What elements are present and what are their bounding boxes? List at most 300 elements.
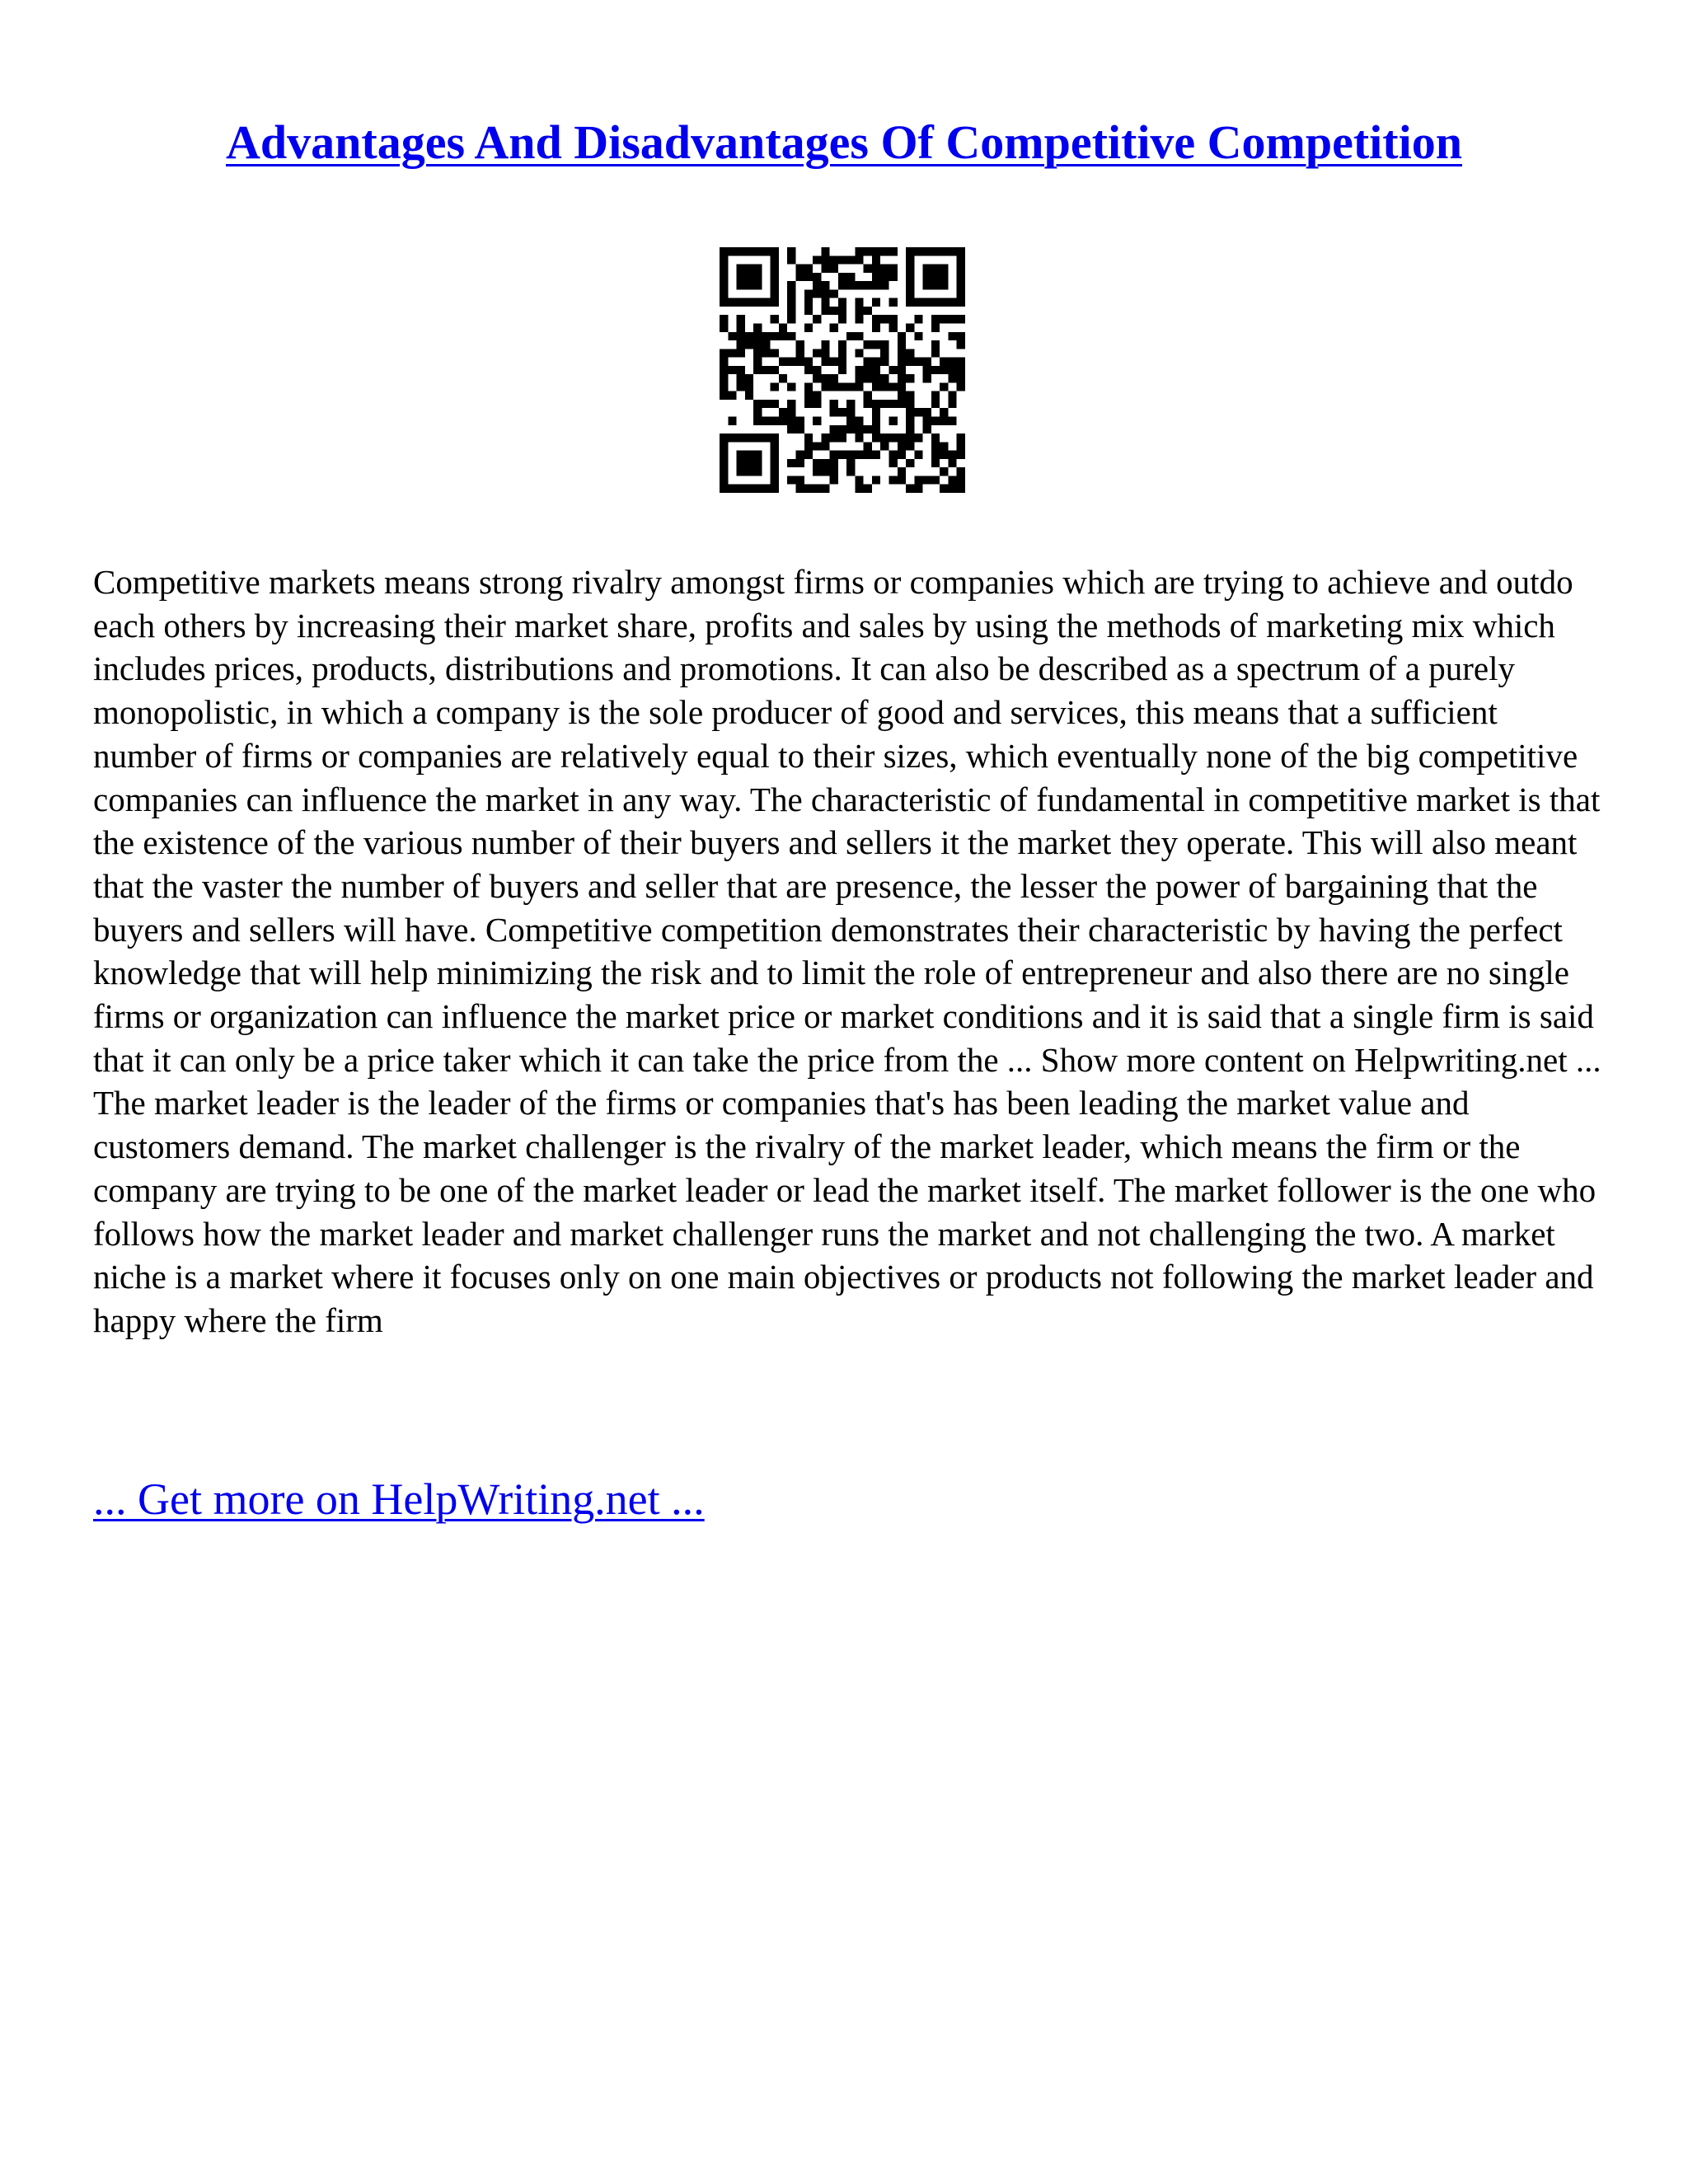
qr-module <box>898 476 906 484</box>
qr-module <box>821 298 829 307</box>
qr-module <box>914 485 922 493</box>
qr-module <box>753 265 762 273</box>
qr-module <box>923 281 931 289</box>
qr-module <box>737 273 745 281</box>
qr-module <box>804 265 813 273</box>
qr-module <box>795 459 804 467</box>
qr-module <box>931 315 940 323</box>
qr-module <box>745 265 753 273</box>
qr-module <box>728 434 736 442</box>
qr-module <box>745 451 753 459</box>
qr-module <box>795 358 804 366</box>
qr-module <box>804 366 813 374</box>
qr-module <box>872 298 880 307</box>
qr-module <box>779 332 787 340</box>
qr-module <box>855 255 863 264</box>
qr-module <box>940 315 948 323</box>
qr-module <box>923 425 931 434</box>
qr-module <box>771 476 779 484</box>
qr-module <box>957 298 965 307</box>
qr-module <box>771 315 779 323</box>
qr-module <box>898 400 906 408</box>
qr-module <box>906 374 914 382</box>
paragraph-1: Competitive markets means strong rivalry amongst firms or companies which are trying to achieve and outdo each others by increasing their market share, profits and sales by using the methods of marketing mix which includes prices, products, distributions and promotions. It can also be described as a spectrum of a purely monopolistic, in which a company is the sole producer of good and services, this means that a sufficient number of firms or companies are relatively equal to their sizes, which eventually none of the big competitive companies can influence the market in any way. The characteristic of fundamental in competitive market is that the existence of the various number of their buyers and sellers it the market they operate. This will also meant that the vaster the number of buyers and seller that are presence, the lesser the power of bargaining that the buyers and sellers will have. Competitive competition demonstrates their characteristic by having the perfect knowledge that will help minimizing the risk and to limit the role of entrepreneur and also there are no single firms or organization can influence the market price or market conditions and it is said that a single firm is said that it can only be a price taker which it can take the price from the ... Show more content on Helpwriting.net ... <box>93 563 1601 1079</box>
qr-module <box>728 485 736 493</box>
qr-module <box>846 273 855 281</box>
qr-module <box>957 485 965 493</box>
qr-module <box>880 247 889 255</box>
qr-module <box>914 298 922 307</box>
qr-module <box>889 451 898 459</box>
qr-module <box>872 247 880 255</box>
qr-module <box>872 451 880 459</box>
qr-module <box>906 323 914 331</box>
qr-module <box>830 425 838 434</box>
get-more-link[interactable]: ... Get more on HelpWriting.net ... <box>93 1474 705 1524</box>
qr-module <box>880 358 889 366</box>
qr-module <box>813 273 821 281</box>
qr-module <box>948 298 956 307</box>
qr-module <box>880 265 889 273</box>
qr-module <box>855 298 863 307</box>
qr-module <box>787 247 795 255</box>
qr-module <box>804 400 813 408</box>
qr-module <box>923 417 931 425</box>
qr-module <box>762 366 770 374</box>
qr-module <box>931 476 940 484</box>
qr-module <box>957 358 965 366</box>
qr-module <box>771 273 779 281</box>
title-container <box>0 114 1688 171</box>
qr-module <box>720 298 728 307</box>
qr-module <box>838 358 846 366</box>
qr-module <box>804 442 813 450</box>
qr-module <box>838 281 846 289</box>
qr-module <box>906 289 914 298</box>
qr-module <box>737 467 745 476</box>
qr-module <box>880 281 889 289</box>
qr-module <box>906 408 914 416</box>
qr-module <box>872 323 880 331</box>
qr-module <box>762 349 770 357</box>
qr-module <box>779 323 787 331</box>
qr-module <box>940 408 948 416</box>
qr-module <box>813 467 821 476</box>
qr-module <box>771 366 779 374</box>
qr-module <box>880 442 889 450</box>
qr-module <box>813 315 821 323</box>
qr-module <box>813 400 821 408</box>
qr-module <box>745 281 753 289</box>
qr-module <box>864 451 872 459</box>
qr-module <box>948 374 956 382</box>
qr-module <box>830 467 838 476</box>
qr-module <box>720 255 728 264</box>
qr-module <box>737 374 745 382</box>
document-title-link[interactable]: Advantages And Disadvantages Of Competitive Competition <box>226 115 1462 169</box>
qr-module <box>830 323 838 331</box>
qr-module <box>813 485 821 493</box>
qr-module <box>923 374 931 382</box>
qr-module <box>898 374 906 382</box>
qr-module <box>923 298 931 307</box>
qr-module <box>745 340 753 349</box>
qr-module <box>753 459 762 467</box>
qr-module <box>745 273 753 281</box>
qr-module <box>838 434 846 442</box>
qr-module <box>813 366 821 374</box>
qr-module <box>813 289 821 298</box>
qr-module <box>753 247 762 255</box>
qr-module <box>931 273 940 281</box>
qr-module <box>923 273 931 281</box>
qr-module <box>753 281 762 289</box>
qr-module <box>737 349 745 357</box>
qr-module <box>762 417 770 425</box>
qr-module <box>940 485 948 493</box>
qr-module <box>753 417 762 425</box>
qr-module <box>753 467 762 476</box>
qr-module <box>898 382 906 391</box>
qr-module <box>838 382 846 391</box>
qr-module <box>872 400 880 408</box>
qr-module <box>898 366 906 374</box>
qr-module <box>771 289 779 298</box>
qr-module <box>804 434 813 442</box>
qr-module <box>906 281 914 289</box>
qr-module <box>906 273 914 281</box>
qr-module <box>795 451 804 459</box>
qr-module <box>787 332 795 340</box>
qr-module <box>931 340 940 349</box>
qr-module <box>771 467 779 476</box>
qr-module <box>923 476 931 484</box>
qr-module <box>948 459 956 467</box>
qr-module <box>720 323 728 331</box>
qr-module <box>864 340 872 349</box>
qr-module <box>889 382 898 391</box>
qr-code-graphic <box>720 247 965 493</box>
qr-module <box>737 265 745 273</box>
qr-module <box>795 340 804 349</box>
qr-module <box>914 332 922 340</box>
qr-module <box>872 434 880 442</box>
qr-module <box>872 358 880 366</box>
qr-module <box>753 323 762 331</box>
qr-module <box>753 273 762 281</box>
qr-module <box>745 467 753 476</box>
qr-module <box>720 281 728 289</box>
qr-module <box>864 400 872 408</box>
qr-module <box>948 358 956 366</box>
qr-module <box>957 281 965 289</box>
qr-module <box>957 476 965 484</box>
qr-module <box>821 467 829 476</box>
qr-module <box>906 417 914 425</box>
qr-module <box>821 247 829 255</box>
qr-module <box>804 323 813 331</box>
qr-module <box>745 391 753 400</box>
qr-module <box>720 391 728 400</box>
qr-module <box>804 273 813 281</box>
qr-module <box>830 265 838 273</box>
qr-module <box>872 382 880 391</box>
qr-module <box>880 374 889 382</box>
qr-module <box>906 265 914 273</box>
qr-module <box>838 273 846 281</box>
qr-module <box>728 247 736 255</box>
qr-module <box>940 417 948 425</box>
qr-module <box>914 476 922 484</box>
qr-module <box>906 298 914 307</box>
qr-module <box>771 459 779 467</box>
qr-module <box>906 349 914 357</box>
qr-module <box>830 289 838 298</box>
qr-module <box>872 425 880 434</box>
qr-module <box>813 391 821 400</box>
qr-module <box>864 247 872 255</box>
qr-module <box>948 366 956 374</box>
qr-module <box>931 400 940 408</box>
qr-module <box>771 442 779 450</box>
qr-module <box>795 417 804 425</box>
qr-module <box>728 332 736 340</box>
qr-module <box>880 340 889 349</box>
qr-module <box>771 417 779 425</box>
qr-module <box>880 382 889 391</box>
qr-module <box>821 307 829 315</box>
qr-module <box>889 298 898 307</box>
qr-module <box>923 358 931 366</box>
qr-module <box>830 476 838 484</box>
qr-module <box>855 476 863 484</box>
qr-module <box>830 382 838 391</box>
qr-module <box>838 451 846 459</box>
qr-module <box>720 442 728 450</box>
article-body <box>93 560 1601 1343</box>
qr-module <box>923 265 931 273</box>
qr-module <box>940 451 948 459</box>
qr-module <box>737 459 745 467</box>
qr-module <box>821 289 829 298</box>
qr-module <box>813 349 821 357</box>
qr-module <box>931 298 940 307</box>
qr-module <box>787 408 795 416</box>
qr-module <box>745 459 753 467</box>
qr-module <box>830 307 838 315</box>
qr-module <box>864 265 872 273</box>
qr-module <box>787 307 795 315</box>
qr-module <box>804 358 813 366</box>
qr-module <box>804 289 813 298</box>
qr-module <box>830 400 838 408</box>
qr-module <box>762 340 770 349</box>
qr-module <box>889 323 898 331</box>
qr-module <box>720 459 728 467</box>
qr-module <box>957 315 965 323</box>
qr-module <box>957 451 965 459</box>
qr-module <box>787 417 795 425</box>
qr-module <box>855 281 863 289</box>
qr-module <box>872 265 880 273</box>
qr-module <box>720 485 728 493</box>
qr-module <box>771 485 779 493</box>
qr-module <box>771 451 779 459</box>
qr-module <box>889 273 898 281</box>
qr-module <box>753 340 762 349</box>
qr-module <box>830 459 838 467</box>
qr-module <box>940 265 948 273</box>
qr-module <box>745 374 753 382</box>
qr-module <box>957 265 965 273</box>
qr-module <box>737 332 745 340</box>
qr-module <box>948 315 956 323</box>
qr-module <box>855 332 863 340</box>
qr-module <box>821 349 829 357</box>
qr-module <box>864 425 872 434</box>
qr-module <box>940 247 948 255</box>
qr-module <box>931 442 940 450</box>
qr-module <box>948 476 956 484</box>
qr-module <box>787 400 795 408</box>
qr-module <box>880 273 889 281</box>
qr-module <box>762 434 770 442</box>
qr-module <box>931 391 940 400</box>
qr-module <box>846 400 855 408</box>
qr-module <box>940 358 948 366</box>
qr-module <box>771 298 779 307</box>
qr-module <box>795 273 804 281</box>
qr-module <box>864 307 872 315</box>
qr-module <box>830 408 838 416</box>
qr-module <box>753 434 762 442</box>
qr-module <box>872 340 880 349</box>
qr-module <box>872 374 880 382</box>
qr-module <box>795 265 804 273</box>
qr-module <box>813 417 821 425</box>
qr-module <box>940 382 948 391</box>
qr-module <box>720 247 728 255</box>
qr-module <box>753 408 762 416</box>
qr-module <box>880 400 889 408</box>
qr-module <box>855 307 863 315</box>
qr-module <box>838 298 846 307</box>
qr-module <box>872 273 880 281</box>
qr-module <box>771 281 779 289</box>
qr-module <box>957 247 965 255</box>
qr-module <box>838 408 846 416</box>
qr-module <box>957 255 965 264</box>
qr-module <box>720 451 728 459</box>
qr-module <box>906 459 914 467</box>
qr-module <box>906 442 914 450</box>
qr-module <box>821 265 829 273</box>
qr-module <box>821 358 829 366</box>
qr-module <box>923 247 931 255</box>
qr-module <box>898 349 906 357</box>
qr-module <box>737 366 745 374</box>
qr-module <box>906 358 914 366</box>
qr-module <box>737 382 745 391</box>
qr-module <box>864 366 872 374</box>
qr-module <box>898 467 906 476</box>
qr-module <box>728 391 736 400</box>
qr-module <box>753 451 762 459</box>
qr-module <box>720 467 728 476</box>
qr-module <box>948 417 956 425</box>
qr-module <box>898 391 906 400</box>
qr-module <box>720 366 728 374</box>
qr-module <box>855 315 863 323</box>
qr-module <box>737 298 745 307</box>
qr-module <box>804 485 813 493</box>
qr-module <box>838 307 846 315</box>
qr-module <box>795 425 804 434</box>
qr-module <box>771 382 779 391</box>
qr-module <box>762 400 770 408</box>
qr-module <box>906 425 914 434</box>
qr-module <box>855 434 863 442</box>
qr-module <box>779 358 787 366</box>
qr-module <box>940 442 948 450</box>
paragraph-2: The market leader is the leader of the firms or companies that's has been leading the market value and customers demand. The market challenger is the rivalry of the market leader, which means the firm or the company are trying to be one of the market leader or lead the market itself. The market follower is the one who follows how the market leader and market challenger runs the market and not challenging the two. A market niche is a market where it focuses only on one main objectives or products not following the market leader and happy where the firm <box>93 1084 1597 1339</box>
qr-module <box>737 323 745 331</box>
qr-module <box>931 265 940 273</box>
qr-module <box>787 476 795 484</box>
qr-module <box>745 382 753 391</box>
qr-module <box>957 332 965 340</box>
qr-module <box>906 400 914 408</box>
qr-module <box>813 459 821 467</box>
qr-module <box>957 289 965 298</box>
qr-module <box>889 459 898 467</box>
qr-module <box>914 358 922 366</box>
qr-module <box>846 417 855 425</box>
qr-module <box>771 349 779 357</box>
qr-module <box>906 247 914 255</box>
qr-module <box>872 315 880 323</box>
qr-module <box>728 417 736 425</box>
qr-module <box>753 400 762 408</box>
qr-module <box>745 298 753 307</box>
qr-module <box>753 366 762 374</box>
qr-module <box>830 358 838 366</box>
qr-module <box>745 332 753 340</box>
qr-module <box>779 374 787 382</box>
qr-module <box>821 340 829 349</box>
qr-module <box>889 315 898 323</box>
qr-module <box>753 485 762 493</box>
qr-module <box>914 434 922 442</box>
qr-module <box>737 434 745 442</box>
qr-module <box>779 417 787 425</box>
qr-module <box>864 358 872 366</box>
qr-module <box>889 366 898 374</box>
qr-module <box>720 382 728 391</box>
qr-module <box>889 400 898 408</box>
qr-module <box>931 366 940 374</box>
qr-module <box>787 281 795 289</box>
qr-module <box>821 442 829 450</box>
qr-module <box>914 451 922 459</box>
qr-module <box>737 340 745 349</box>
qr-module <box>898 451 906 459</box>
qr-module <box>855 485 863 493</box>
qr-module <box>880 349 889 357</box>
qr-module <box>898 434 906 442</box>
qr-module <box>931 459 940 467</box>
qr-module <box>804 451 813 459</box>
